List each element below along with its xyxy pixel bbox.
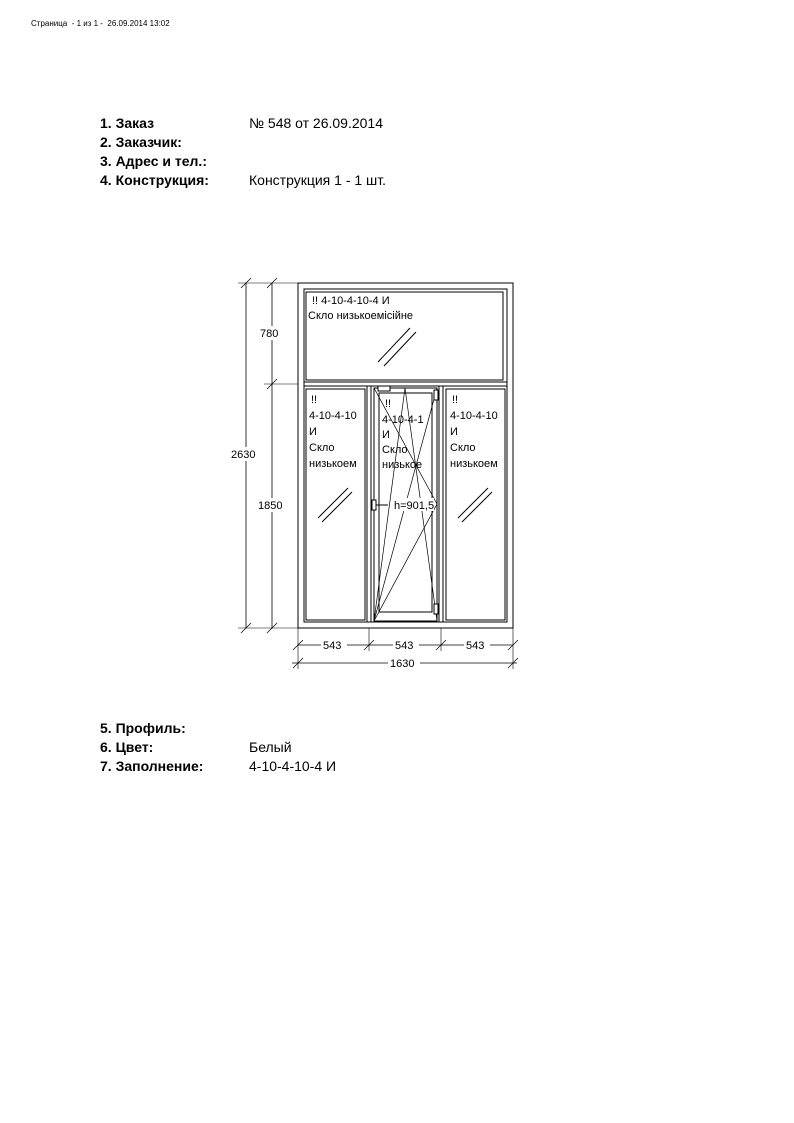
hinge-top-icon	[378, 386, 390, 391]
order-value: № 548 от 26.09.2014	[249, 115, 384, 131]
address-label: 3. Адрес и тел.:	[100, 153, 207, 169]
page-header: Страница - 1 из 1 - 26.09.2014 13:02	[31, 19, 170, 28]
handle-height-label: h=901,5	[394, 500, 435, 512]
profile-label: 5. Профиль:	[100, 720, 186, 736]
construction-value: Конструкция 1 - 1 шт.	[249, 172, 387, 188]
dim-middle-width: 543	[395, 640, 414, 652]
dim-transom-height: 780	[260, 328, 279, 340]
filling-label: 7. Заполнение:	[100, 758, 204, 774]
sash-glass-label-5: низькое	[382, 459, 423, 471]
hinge-bottom-icon	[434, 604, 438, 614]
dim-total-height: 2630	[231, 449, 256, 461]
construction-label: 4. Конструкция:	[100, 172, 209, 188]
color-value: Белый	[249, 739, 292, 755]
dim-right-width: 543	[466, 640, 485, 652]
left-glass-label-5: низькоем	[309, 458, 357, 470]
sash-glass-label-2: 4-10-4-1	[382, 414, 424, 426]
right-glass	[446, 389, 505, 620]
filling-value: 4-10-4-10-4 И	[249, 758, 337, 774]
handle-icon	[372, 500, 376, 510]
left-glass	[306, 389, 365, 620]
sash-glass-label-4: Скло	[382, 444, 408, 456]
hinge-side-icon	[434, 390, 438, 400]
order-label: 1. Заказ	[100, 115, 155, 131]
dim-left-width: 543	[323, 640, 342, 652]
left-glass-label-4: Скло	[309, 442, 335, 454]
left-glass-label-1: !!	[311, 394, 318, 406]
right-glass-label-5: низькоем	[450, 458, 498, 470]
transom-glass-label-2: Скло низькоемісійне	[308, 310, 414, 322]
right-glass-label-1: !!	[452, 394, 459, 406]
customer-label: 2. Заказчик:	[100, 134, 182, 150]
left-glass-label-3: И	[309, 426, 317, 438]
sash-glass-label-3: И	[382, 429, 390, 441]
sash-glass-label-1: !!	[385, 398, 392, 410]
color-label: 6. Цвет:	[100, 739, 154, 755]
transom-glass-label-1: !! 4-10-4-10-4 И	[312, 295, 390, 307]
left-glass-label-2: 4-10-4-10	[309, 410, 357, 422]
right-glass-label-4: Скло	[450, 442, 476, 454]
dim-total-width: 1630	[390, 658, 415, 670]
dim-lower-height: 1850	[258, 500, 283, 512]
right-glass-label-3: И	[450, 426, 458, 438]
right-glass-label-2: 4-10-4-10	[450, 410, 498, 422]
